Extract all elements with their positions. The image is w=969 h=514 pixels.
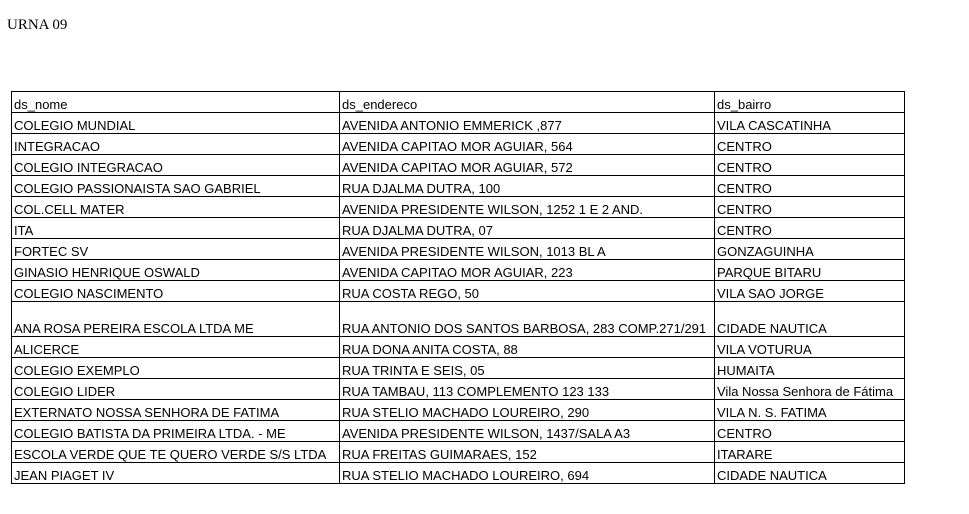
- table-row: [12, 239, 905, 260]
- cell-endereco: AVENIDA CAPITAO MOR AGUIAR, 572: [340, 155, 715, 176]
- table-row: [12, 281, 905, 302]
- cell-nome: COLEGIO LIDER: [12, 379, 340, 400]
- page-title: URNA 09: [7, 17, 68, 33]
- cell-bairro: CENTRO: [715, 197, 905, 218]
- table-row: [12, 113, 905, 134]
- table-row: [12, 463, 905, 484]
- cell-bairro: CENTRO: [715, 134, 905, 155]
- table-row: [12, 379, 905, 400]
- table-row: [12, 134, 905, 155]
- cell-bairro: CIDADE NAUTICA: [715, 463, 905, 484]
- cell-endereco: RUA DJALMA DUTRA, 100: [340, 176, 715, 197]
- cell-nome: ITA: [12, 218, 340, 239]
- cell-bairro: CIDADE NAUTICA: [715, 302, 905, 337]
- table-row: [12, 337, 905, 358]
- cell-endereco: RUA COSTA REGO, 50: [340, 281, 715, 302]
- cell-endereco: AVENIDA PRESIDENTE WILSON, 1013 BL A: [340, 239, 715, 260]
- cell-endereco: RUA ANTONIO DOS SANTOS BARBOSA, 283 COMP.271/291: [340, 302, 715, 337]
- cell-bairro: Vila Nossa Senhora de Fátima: [715, 379, 905, 400]
- cell-endereco: RUA TAMBAU, 113 COMPLEMENTO 123 133: [340, 379, 715, 400]
- cell-endereco: AVENIDA PRESIDENTE WILSON, 1252 1 E 2 AND.: [340, 197, 715, 218]
- cell-endereco: AVENIDA CAPITAO MOR AGUIAR, 223: [340, 260, 715, 281]
- cell-nome: COLEGIO BATISTA DA PRIMEIRA LTDA. - ME: [12, 421, 340, 442]
- cell-bairro: ITARARE: [715, 442, 905, 463]
- cell-bairro: VILA SAO JORGE: [715, 281, 905, 302]
- table-row: [12, 442, 905, 463]
- table-row: [12, 421, 905, 442]
- cell-endereco: RUA TRINTA E SEIS, 05: [340, 358, 715, 379]
- table-row: [12, 302, 905, 337]
- cell-nome: GINASIO HENRIQUE OSWALD: [12, 260, 340, 281]
- table-row: [12, 358, 905, 379]
- cell-nome: COLEGIO NASCIMENTO: [12, 281, 340, 302]
- cell-endereco: AVENIDA PRESIDENTE WILSON, 1437/SALA A3: [340, 421, 715, 442]
- cell-endereco: RUA DONA ANITA COSTA, 88: [340, 337, 715, 358]
- cell-endereco: RUA STELIO MACHADO LOUREIRO, 290: [340, 400, 715, 421]
- cell-nome: COL.CELL MATER: [12, 197, 340, 218]
- cell-nome: COLEGIO INTEGRACAO: [12, 155, 340, 176]
- cell-bairro: VILA VOTURUA: [715, 337, 905, 358]
- data-table: [11, 91, 905, 484]
- cell-nome: ALICERCE: [12, 337, 340, 358]
- cell-endereco: RUA STELIO MACHADO LOUREIRO, 694: [340, 463, 715, 484]
- cell-bairro: CENTRO: [715, 155, 905, 176]
- cell-nome: FORTEC SV: [12, 239, 340, 260]
- cell-bairro: CENTRO: [715, 218, 905, 239]
- table-body: [12, 113, 905, 484]
- cell-endereco: RUA FREITAS GUIMARAES, 152: [340, 442, 715, 463]
- cell-nome: COLEGIO EXEMPLO: [12, 358, 340, 379]
- cell-nome: EXTERNATO NOSSA SENHORA DE FATIMA: [12, 400, 340, 421]
- cell-bairro: CENTRO: [715, 421, 905, 442]
- table-header-row: [12, 92, 905, 113]
- cell-nome: COLEGIO MUNDIAL: [12, 113, 340, 134]
- cell-bairro: CENTRO: [715, 176, 905, 197]
- cell-nome: INTEGRACAO: [12, 134, 340, 155]
- cell-endereco: AVENIDA ANTONIO EMMERICK ,877: [340, 113, 715, 134]
- cell-bairro: VILA CASCATINHA: [715, 113, 905, 134]
- cell-nome: ANA ROSA PEREIRA ESCOLA LTDA ME: [12, 302, 340, 337]
- table-row: [12, 400, 905, 421]
- cell-endereco: AVENIDA CAPITAO MOR AGUIAR, 564: [340, 134, 715, 155]
- table-row: [12, 260, 905, 281]
- column-header-ds-bairro: ds_bairro: [715, 92, 905, 113]
- table-row: [12, 197, 905, 218]
- cell-bairro: PARQUE BITARU: [715, 260, 905, 281]
- cell-bairro: GONZAGUINHA: [715, 239, 905, 260]
- cell-nome: JEAN PIAGET IV: [12, 463, 340, 484]
- cell-nome: ESCOLA VERDE QUE TE QUERO VERDE S/S LTDA: [12, 442, 340, 463]
- table-row: [12, 218, 905, 239]
- cell-bairro: VILA N. S. FATIMA: [715, 400, 905, 421]
- cell-nome: COLEGIO PASSIONAISTA SAO GABRIEL: [12, 176, 340, 197]
- column-header-ds-endereco: ds_endereco: [340, 92, 715, 113]
- cell-bairro: HUMAITA: [715, 358, 905, 379]
- table-row: [12, 176, 905, 197]
- cell-endereco: RUA DJALMA DUTRA, 07: [340, 218, 715, 239]
- column-header-ds-nome: ds_nome: [12, 92, 340, 113]
- table-row: [12, 155, 905, 176]
